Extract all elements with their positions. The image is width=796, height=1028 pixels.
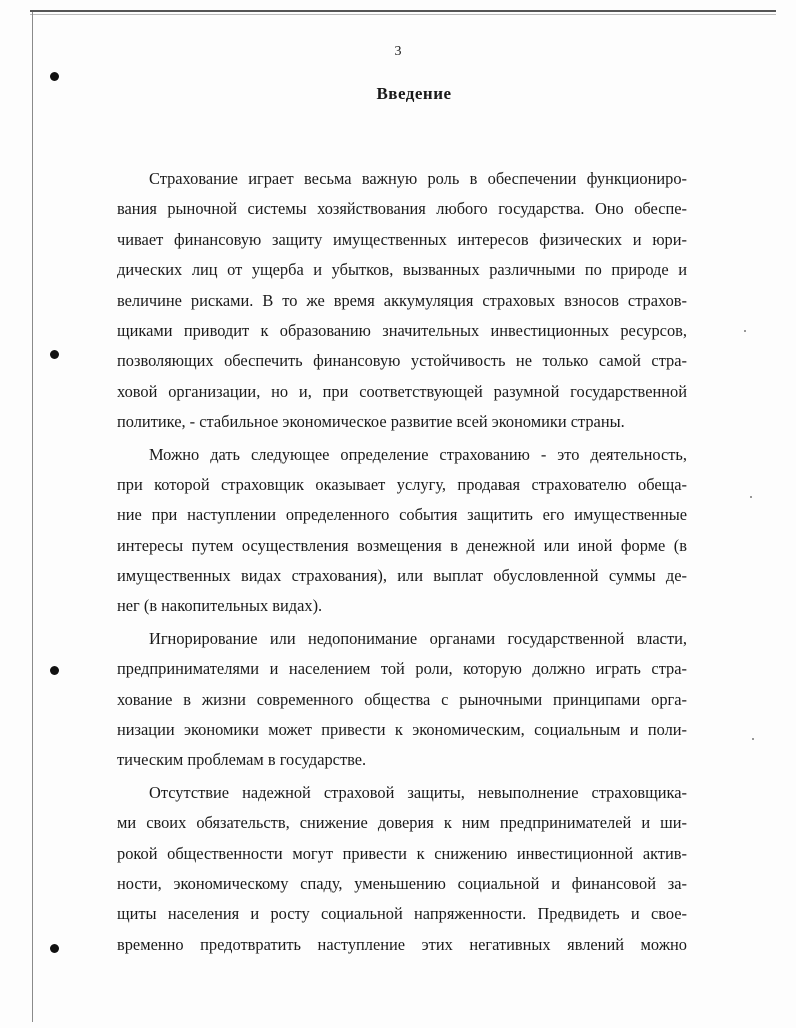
scan-speck (752, 738, 754, 740)
text-line: Можно дать следующее определение страхованию - это деятельность, (149, 444, 687, 464)
text-line: политике, - стабильное экономическое развитие всей экономики страны. (117, 412, 625, 432)
binder-hole-icon (50, 944, 59, 953)
scan-top-edge (30, 10, 776, 12)
text-line: щиты населения и росту социальной напряженности. Предвидеть и свое- (117, 904, 687, 924)
scan-speck (750, 496, 752, 498)
text-line: позволяющих обеспечить финансовую устойчивость не только самой стра- (117, 351, 687, 371)
page-number: 3 (394, 44, 402, 59)
binder-hole-icon (50, 72, 59, 81)
scan-top-edge-faint (30, 14, 776, 15)
text-line: чивает финансовую защиту имущественных интересов физических и юри- (117, 229, 687, 249)
text-line: вания рыночной системы хозяйствования любого государства. Оно обеспе- (117, 199, 687, 219)
text-line: ховой организации, но и, при соответствующей разумной государственной (117, 381, 687, 401)
text-line: предпринимателями и населением той роли, которую должно играть стра- (117, 659, 687, 679)
text-line: дических лиц от ущерба и убытков, вызванных различными по природе и (117, 260, 687, 280)
text-line: ми своих обязательств, снижение доверия к ним предпринимателей и ши- (117, 813, 687, 833)
text-line: имущественных видах страхования), или выплат обусловленной суммы де- (117, 566, 687, 586)
text-line: величине рисками. В то же время аккумуляция страховых взносов страхов- (117, 290, 687, 310)
text-line: ние при наступлении определенного события защитить его имущественные (117, 505, 687, 525)
text-line: Отсутствие надежной страховой защиты, невыполнение страховщика- (149, 782, 687, 802)
text-line: Страхование играет весьма важную роль в обеспечении функциониро- (149, 169, 687, 188)
body-text (117, 164, 687, 960)
binder-hole-icon (50, 350, 59, 359)
text-line: хование в жизни современного общества с рыночными принципами орга- (117, 689, 687, 709)
text-line: интересы путем осуществления возмещения в денежной или иной форме (в (117, 535, 687, 555)
text-line: низации экономики может привести к экономическим, социальным и поли- (117, 720, 687, 740)
scan-left-edge (32, 12, 33, 1022)
scan-speck (744, 330, 746, 332)
text-line: временно предотвратить наступление этих негативных явлений можно (117, 934, 687, 954)
text-line: тическим проблемам в государстве. (117, 750, 367, 770)
text-line: Игнорирование или недопонимание органами государственной власти, (149, 628, 687, 648)
text-line: при которой страховщик оказывает услугу, продавая страхователю обеща- (117, 474, 687, 494)
text-line: нег (в накопительных видах). (117, 596, 323, 616)
text-line: рокой общественности могут привести к снижению инвестиционной актив- (117, 843, 687, 863)
page-title: Введение (376, 84, 452, 103)
text-line: ности, экономическому спаду, уменьшению социальной и финансовой за- (117, 873, 687, 893)
binder-hole-icon (50, 666, 59, 675)
text-line: щиками приводит к образованию значительных инвестиционных ресурсов, (117, 320, 687, 340)
